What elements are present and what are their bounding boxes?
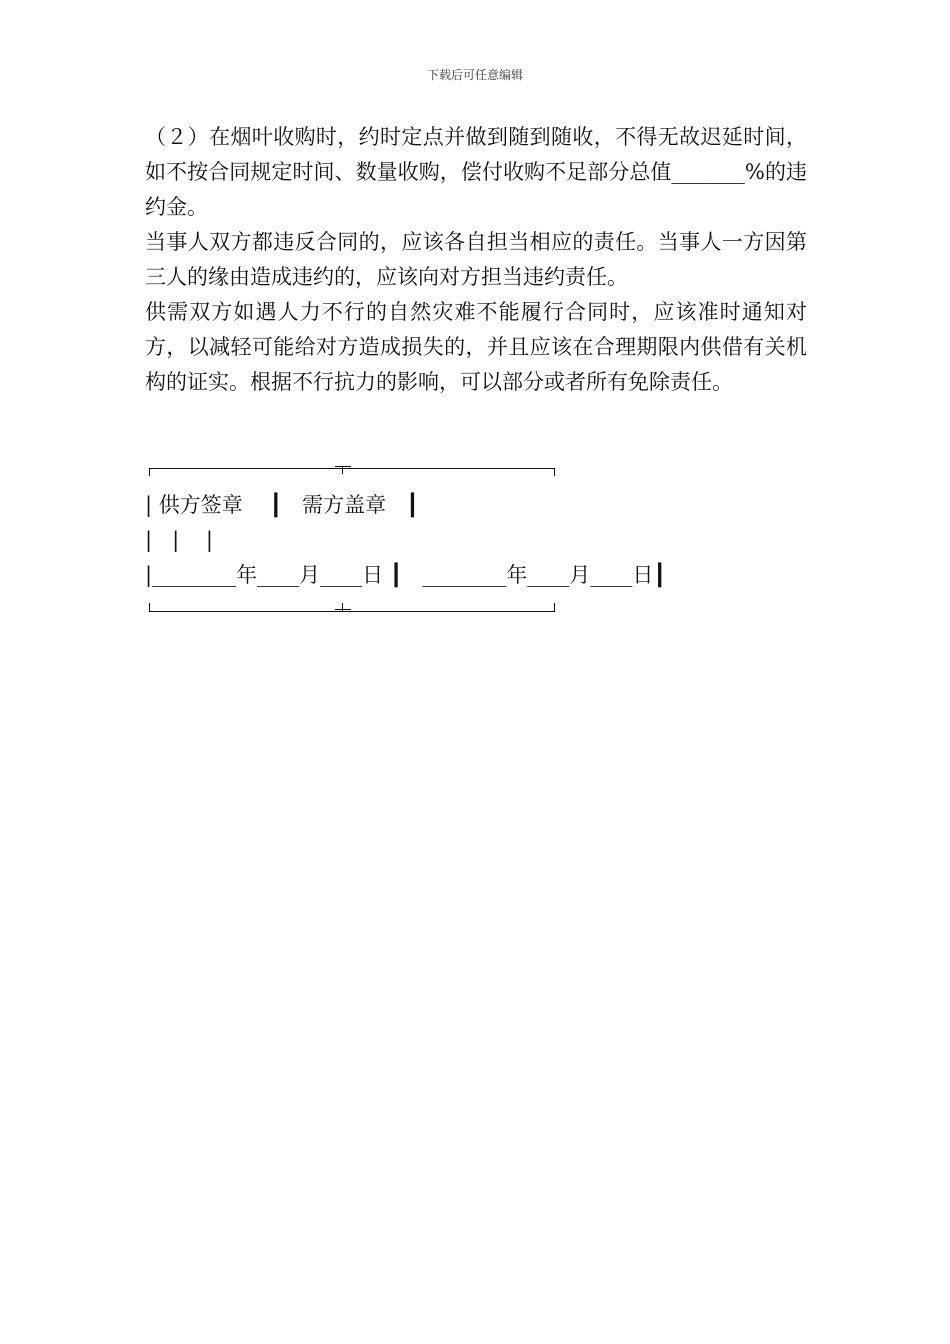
signature-table <box>145 458 667 623</box>
signature-table-bottom-border <box>145 593 565 623</box>
paragraph-mutual-breach: 当事人双方都违反合同的，应该各自担当相应的责任。当事人一方因第三人的缘由造成违约的，应该向对方担当违约责任。 <box>145 230 807 289</box>
signature-labels-row: | 供方签章 ┃ 需方盖章 ┃ <box>145 493 419 517</box>
paragraph-penalty: （２）在烟叶收购时，约时定点并做到随到随收，不得无故迟延时间，如不按合同规定时间、数量收购，偿付收购不足部分总值_______%的违约金。 <box>145 125 807 219</box>
page-header: 下载后可任意编辑 <box>426 68 523 82</box>
signature-table-top-border <box>145 458 565 488</box>
document-body <box>145 120 807 400</box>
signature-dates-row: |________年____月____日 ┃ ________年____月____日┃ <box>145 563 667 587</box>
paragraph-force-majeure: 供需双方如遇人力不行的自然灾难不能履行合同时，应该准时通知对方，以减轻可能给对方造成损失的，并且应该在合理期限内供借有关机构的证实。根据不行抗力的影响，可以部分或者所有免除责任。 <box>145 300 807 394</box>
signature-blank-row: | | | <box>145 528 213 552</box>
